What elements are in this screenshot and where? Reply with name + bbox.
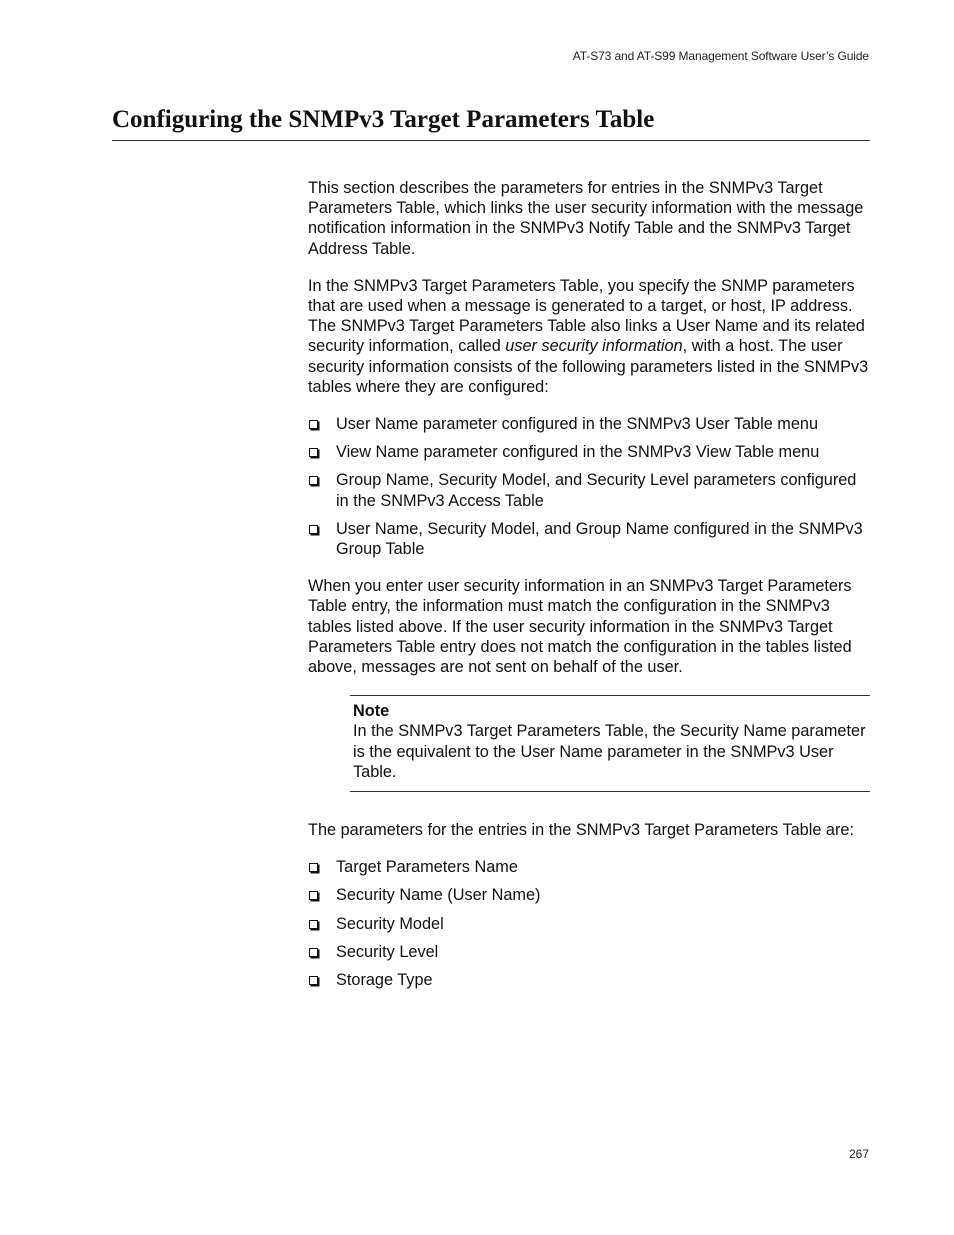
emphasis-term: user security information [505, 337, 683, 356]
note-text: In the SNMPv3 Target Parameters Table, the Security Name parameter is the equivalent to the User Name parameter in the SNMPv3 User Table. [353, 722, 866, 781]
list-item [308, 414, 870, 434]
page-number: 267 [848, 1147, 869, 1161]
list-item-text: View Name parameter configured in the SNMPv3 View Table menu [336, 443, 820, 462]
title-rule [112, 140, 870, 141]
checkbox-bullet-icon [309, 420, 318, 429]
list-item-text: Security Level [336, 942, 439, 961]
list-item-text: User Name, Security Model, and Group Name configured in the SNMPv3 Group Table [336, 519, 863, 559]
list-item-text: User Name parameter configured in the SNMPv3 User Table menu [336, 415, 819, 434]
list-item-text: Security Model [336, 914, 444, 933]
list-item [308, 442, 870, 462]
body-column [308, 178, 870, 1007]
list-item [308, 885, 870, 905]
checkbox-bullet-icon [309, 948, 318, 957]
list-item-text: Storage Type [336, 971, 433, 990]
list-item [308, 519, 870, 559]
section-title: Configuring the SNMPv3 Target Parameters Table [112, 106, 655, 133]
matching-paragraph: When you enter user security information in an SNMPv3 Target Parameters Table entry, the information must match the configuration in the SNMPv3 tables listed above. If the user security information in the SNMPv3 Target Parameters Table entry does not match the configuration in the tables listed above, messages are not sent on behalf of the user. [308, 577, 852, 677]
checkbox-bullet-icon [309, 525, 318, 534]
target-parameters-paragraph [308, 276, 870, 397]
checkbox-bullet-icon [309, 476, 318, 485]
parameter-list [308, 857, 870, 990]
checkbox-bullet-icon [309, 448, 318, 457]
checkbox-bullet-icon [309, 920, 318, 929]
config-list [308, 414, 870, 559]
list-item [308, 470, 870, 510]
list-item-text: Group Name, Security Model, and Security Level parameters configured in the SNMPv3 Access Table [336, 471, 857, 510]
intro-paragraph: This section describes the parameters for entries in the SNMPv3 Target Parameters Table, which links the user security information with the message notification information in the SNMPv3 Notify Table and the SNMPv3 Target Address Table. [308, 179, 864, 258]
running-header: AT-S73 and AT-S99 Management Software User’s Guide [572, 49, 869, 63]
paragraph-text: , with a host. The user security information consists of the following parameters listed in the SNMPv3 tables where they are configured: [308, 337, 869, 396]
checkbox-bullet-icon [309, 976, 318, 985]
note-heading: Note [353, 702, 390, 721]
parameters-intro-paragraph: The parameters for the entries in the SNMPv3 Target Parameters Table are: [308, 821, 854, 840]
checkbox-bullet-icon [309, 891, 318, 900]
list-item [308, 942, 870, 962]
paragraph-text: In the SNMPv3 Target Parameters Table, you specify the SNMP parameters that are used when a message is generated to a target, or host, IP address. The SNMPv3 Target Parameters Table also links a User Name and its related security information, called [308, 276, 865, 356]
list-item [308, 857, 870, 877]
note-box [350, 695, 870, 792]
list-item [308, 970, 870, 990]
list-item-text: Target Parameters Name [336, 858, 518, 877]
checkbox-bullet-icon [309, 863, 318, 872]
list-item-text: Security Name (User Name) [336, 886, 541, 905]
list-item [308, 914, 870, 934]
